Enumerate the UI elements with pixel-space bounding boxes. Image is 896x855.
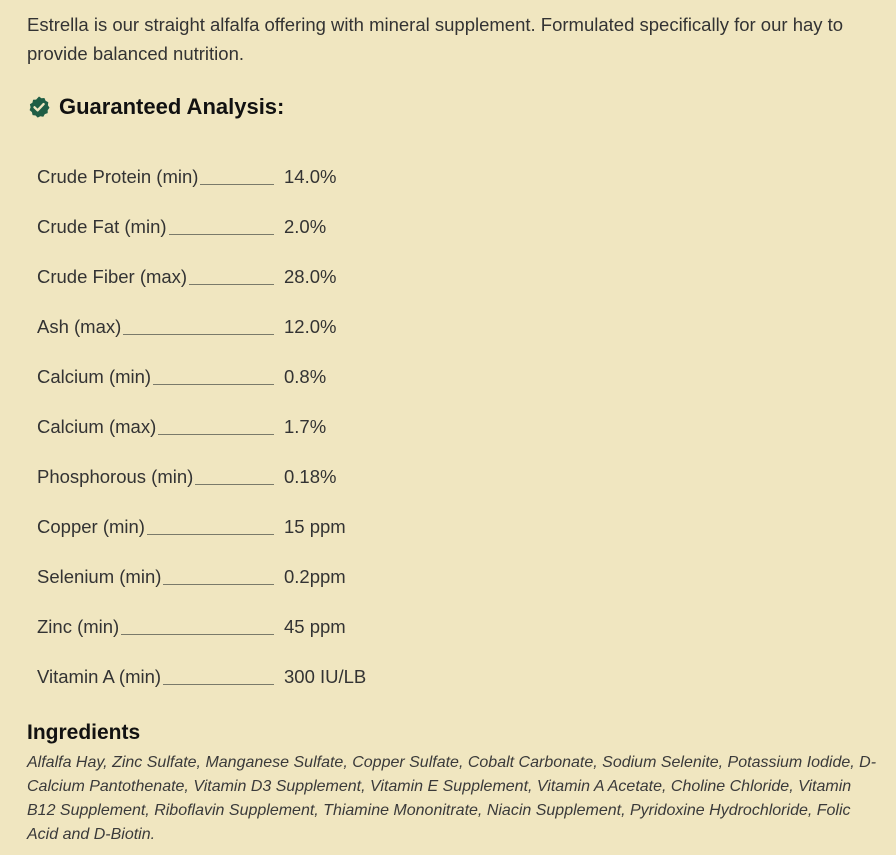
analysis-value: 1.7%: [284, 416, 327, 437]
analysis-label: Ash (max): [37, 316, 122, 337]
analysis-value: 2.0%: [284, 216, 327, 237]
analysis-label: Crude Fiber (max): [37, 266, 188, 287]
analysis-label: Zinc (min): [37, 616, 120, 637]
ingredients-title: Ingredients: [27, 721, 141, 744]
analysis-value: 15 ppm: [284, 516, 346, 537]
analysis-row: [37, 402, 457, 452]
analysis-row: [37, 602, 457, 652]
intro-text: Estrella is our straight alfalfa offering with mineral supplement. Formulated specifically for our hay to provide balanced nutrition.: [27, 14, 844, 64]
analysis-label: Calcium (max): [37, 416, 157, 437]
leader-line: [153, 384, 274, 385]
analysis-row: [37, 652, 457, 702]
analysis-label: Phosphorous (min): [37, 466, 194, 487]
analysis-value: 14.0%: [284, 166, 337, 187]
leader-line: [158, 434, 274, 435]
analysis-row: [37, 502, 457, 552]
analysis-row: [37, 302, 457, 352]
analysis-row: [37, 152, 457, 202]
leader-line: [163, 684, 274, 685]
leader-line: [121, 634, 274, 635]
analysis-label: Selenium (min): [37, 566, 162, 587]
ingredients-text: Alfalfa Hay, Zinc Sulfate, Manganese Sulfate, Copper Sulfate, Cobalt Carbonate, Sodium Selenite, Potassium Iodide, D-Calcium Pantothenate, Vitamin D3 Supplement, Vitamin E Supplement, Vitamin A Acetate, Choline Chloride, Vitamin B12 Supplement, Riboflavin Supplement, Thiamine Mononitrate, Niacin Supplement, Pyridoxine Hydrochloride, Folic Acid and D-Biotin.: [27, 754, 877, 843]
analysis-row: [37, 352, 457, 402]
analysis-value: 28.0%: [284, 266, 337, 287]
analysis-label: Crude Protein (min): [37, 166, 199, 187]
analysis-label: Calcium (min): [37, 366, 152, 387]
leader-line: [169, 234, 274, 235]
analysis-row: [37, 552, 457, 602]
leader-line: [147, 534, 274, 535]
analysis-label: Vitamin A (min): [37, 666, 162, 687]
leader-line: [189, 284, 274, 285]
analysis-value: 300 IU/LB: [284, 666, 367, 687]
check-badge-icon: [27, 95, 51, 119]
guaranteed-analysis-list: [37, 152, 457, 702]
leader-line: [123, 334, 274, 335]
leader-line: [200, 184, 274, 185]
analysis-row: [37, 452, 457, 502]
analysis-value: 12.0%: [284, 316, 337, 337]
leader-line: [163, 584, 274, 585]
analysis-row: [37, 202, 457, 252]
analysis-value: 0.18%: [284, 466, 337, 487]
analysis-label: Crude Fat (min): [37, 216, 167, 237]
analysis-label: Copper (min): [37, 516, 145, 537]
analysis-value: 0.8%: [284, 366, 327, 387]
analysis-row: [37, 252, 457, 302]
analysis-value: 0.2ppm: [284, 566, 346, 587]
guaranteed-analysis-title: Guaranteed Analysis:: [59, 94, 285, 119]
leader-line: [195, 484, 274, 485]
guaranteed-analysis-heading: [27, 94, 284, 120]
analysis-value: 45 ppm: [284, 616, 346, 637]
